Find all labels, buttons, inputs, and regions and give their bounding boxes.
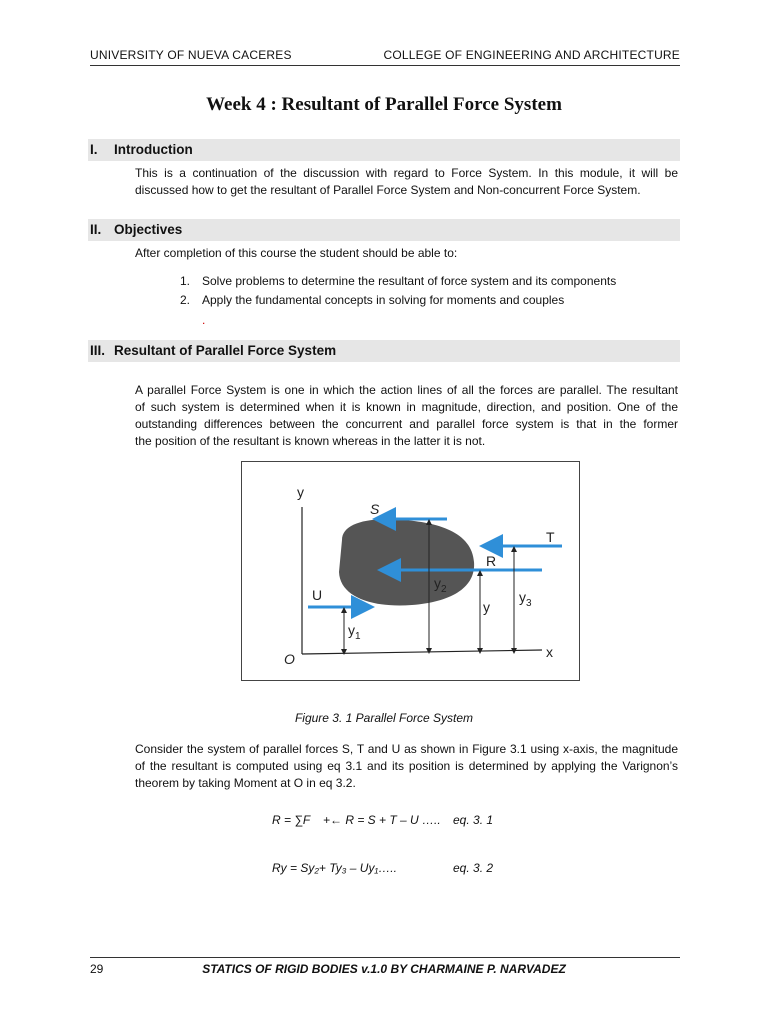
intro-paragraph: [135, 165, 678, 199]
header-rule: [90, 65, 680, 66]
page-number: 29: [90, 962, 104, 976]
y3-base: y: [519, 589, 526, 605]
label-force-T: T: [546, 529, 555, 545]
objectives-lead: After completion of this course the student should be able to:: [135, 246, 458, 260]
force-diagram: [242, 462, 579, 680]
equation-3-2-tag: eq. 3. 2: [453, 861, 494, 875]
rigid-body-shape: [339, 519, 474, 605]
header-college: COLLEGE OF ENGINEERING AND ARCHITECTURE: [383, 48, 680, 62]
section-number: I.: [90, 142, 98, 157]
paragraph-line: theorem by taking Moment at O in eq 3.2.: [135, 776, 356, 790]
y1-subscript: 1: [355, 631, 361, 642]
label-force-U: U: [312, 587, 323, 603]
figure-parallel-force-system: [241, 461, 580, 681]
label-y: y: [483, 599, 490, 615]
label-force-S: S: [370, 501, 380, 517]
x-axis: [302, 650, 542, 654]
header-university: UNIVERSITY OF NUEVA CACERES: [90, 48, 292, 62]
section-heading-resultant: [88, 340, 680, 362]
paragraph-line: A parallel Force System is one in which the action lines of all the forces are parallel. The resultant: [135, 383, 678, 397]
objective-text: Solve problems to determine the resultant of force system and its components: [202, 274, 617, 288]
objective-number: 1.: [180, 274, 191, 288]
section-heading-introduction: [88, 139, 680, 161]
y2-base: y: [434, 575, 441, 591]
intro-line: This is a continuation of the discussion with regard to Force System. In this module, it will be: [135, 166, 678, 180]
paragraph-line: of such system is determined when it is known in magnitude, direction, and position. One of the: [135, 400, 678, 414]
label-y3: [519, 589, 532, 609]
y1-base: y: [348, 622, 355, 638]
label-x-axis: x: [546, 644, 553, 660]
objective-item: [180, 274, 616, 288]
paragraph-line: the position of the resultant is known whereas in the latter it is not.: [135, 434, 486, 448]
objective-number: 2.: [180, 293, 191, 307]
paragraph-line: of the resultant is computed using eq 3.1 and its position is determined by applying the Varignon’s: [135, 759, 678, 773]
label-origin: O: [284, 651, 295, 667]
label-force-R: R: [486, 553, 497, 569]
footer-title: STATICS OF RIGID BODIES v.1.0 BY CHARMAINE P. NARVADEZ: [202, 962, 566, 976]
paragraph-line: outstanding differences between the concurrent and parallel force system is that in the former: [135, 417, 678, 431]
section-label: Resultant of Parallel Force System: [114, 343, 337, 358]
equation-3-1-lhs: R = ∑F: [272, 813, 311, 827]
page-title: Week 4 : Resultant of Parallel Force System: [206, 94, 562, 115]
varignon-paragraph: [135, 741, 678, 792]
parallel-force-paragraph: [135, 382, 678, 450]
section-label: Introduction: [114, 142, 193, 157]
paragraph-line: Consider the system of parallel forces S, T and U as shown in Figure 3.1 using x-axis, the magnitude: [135, 742, 678, 756]
equation-3-1-tag: eq. 3. 1: [453, 813, 494, 827]
y3-subscript: 3: [526, 598, 532, 609]
section-heading-objectives: [88, 219, 680, 241]
stray-mark: .: [202, 313, 206, 327]
objective-text: Apply the fundamental concepts in solving for moments and couples: [202, 293, 565, 307]
equation-3-2-body: Ry = Sy₂+ Ty₃ – Uy₁…..: [272, 861, 397, 875]
equation-3-1-body: +← R = S + T – U …..: [323, 813, 441, 827]
page-header: [90, 48, 680, 66]
label-y-axis: y: [297, 484, 304, 500]
figure-caption: Figure 3. 1 Parallel Force System: [294, 711, 474, 725]
intro-line: discussed how to get the resultant of Parallel Force System and Non-concurrent Force System.: [135, 183, 641, 197]
section-number: III.: [90, 343, 106, 358]
section-number: II.: [90, 222, 102, 237]
footer-rule: [90, 957, 680, 958]
section-label: Objectives: [114, 222, 183, 237]
objective-item: [180, 293, 564, 307]
label-y1: [348, 622, 361, 642]
y2-subscript: 2: [441, 584, 447, 595]
